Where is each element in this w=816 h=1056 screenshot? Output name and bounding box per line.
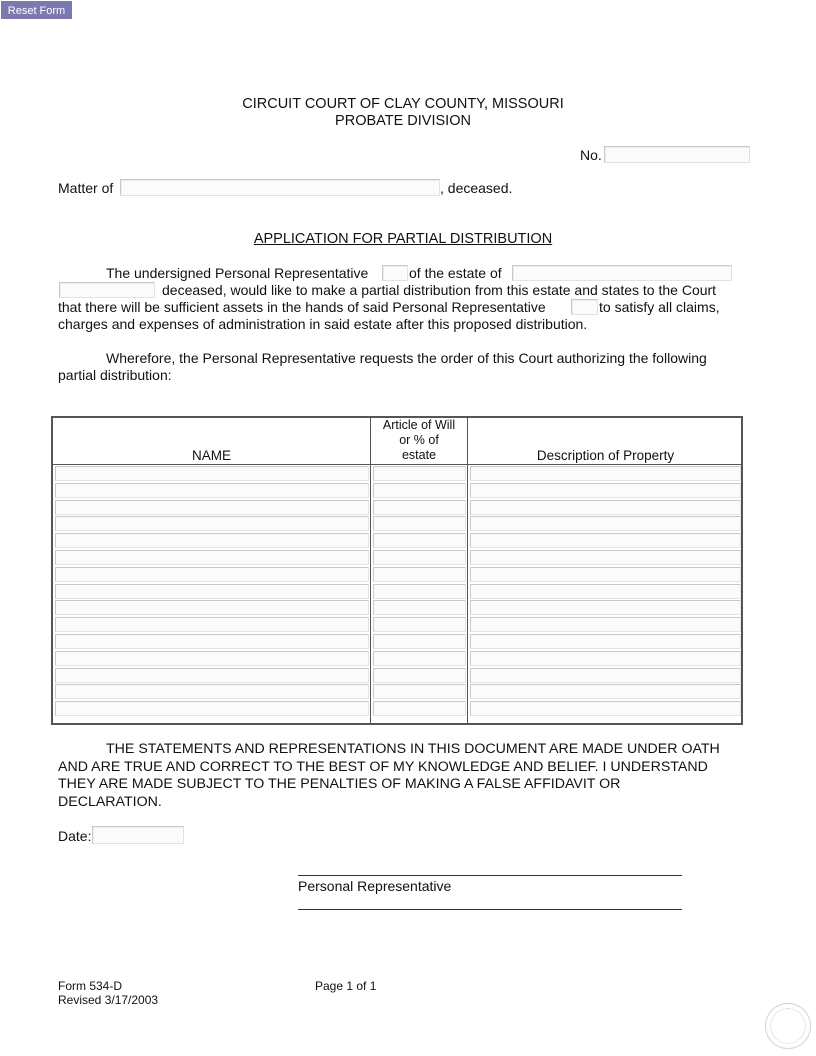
- name-cell[interactable]: [55, 634, 369, 649]
- name-cell[interactable]: [55, 500, 369, 515]
- article-cell[interactable]: [373, 533, 466, 548]
- oath-statement: THE STATEMENTS AND REPRESENTATIONS IN THIS DOCUMENT ARE MADE UNDER OATH AND ARE TRUE AND CORRECT TO THE BEST OF MY KNOWLEDGE AND BELIEF. I UNDERSTAND THEY ARE MADE SUBJECT TO THE PENALTIES OF MAKING A FALSE AFFIDAVIT OR DECLARATION.: [58, 741, 720, 810]
- signature-label: Personal Representative: [298, 878, 452, 894]
- case-number-label: No.: [580, 147, 602, 163]
- description-cell[interactable]: [470, 617, 741, 632]
- name-cell[interactable]: [55, 651, 369, 666]
- article-cell[interactable]: [373, 567, 466, 582]
- name-cell[interactable]: [55, 550, 369, 565]
- court-name: CIRCUIT COURT OF CLAY COUNTY, MISSOURI: [242, 96, 564, 112]
- article-cell[interactable]: [373, 701, 466, 716]
- name-cell[interactable]: [55, 533, 369, 548]
- para1-text-2: of the estate of: [409, 265, 502, 281]
- para1-text-6: charges and expenses of administration in said estate after this proposed distribution.: [58, 316, 588, 332]
- form-number: Form 534-D: [58, 979, 123, 993]
- matter-of-label: Matter of: [58, 180, 114, 196]
- reset-form-button[interactable]: Reset Form: [1, 1, 72, 19]
- document-title: APPLICATION FOR PARTIAL DISTRIBUTION: [253, 231, 553, 247]
- date-label: Date:: [58, 828, 92, 844]
- decedent-name-field-2[interactable]: [59, 282, 155, 298]
- article-cell[interactable]: [373, 668, 466, 683]
- article-cell[interactable]: [373, 466, 466, 481]
- description-cell[interactable]: [470, 533, 741, 548]
- para2-line-1: Wherefore, the Personal Representative requests the order of this Court authorizing the following: [106, 350, 707, 366]
- para1-text-4: that there will be sufficient assets in the hands of said Personal Representative: [58, 299, 546, 315]
- article-cell[interactable]: [373, 684, 466, 699]
- name-cell[interactable]: [55, 701, 369, 716]
- article-cell[interactable]: [373, 483, 466, 498]
- description-cell[interactable]: [470, 634, 741, 649]
- article-cell[interactable]: [373, 634, 466, 649]
- header-description: Description of Property: [536, 448, 675, 463]
- case-number-field[interactable]: [604, 146, 750, 163]
- division-name: PROBATE DIVISION: [335, 113, 471, 129]
- description-cell[interactable]: [470, 500, 741, 515]
- name-cell[interactable]: [55, 584, 369, 599]
- article-cell[interactable]: [373, 600, 466, 615]
- revised-date: Revised 3/17/2003: [58, 993, 159, 1007]
- para2-line-2: partial distribution:: [58, 367, 172, 383]
- name-cell[interactable]: [55, 516, 369, 531]
- article-cell[interactable]: [373, 651, 466, 666]
- estate-name-field[interactable]: [512, 265, 732, 281]
- description-cell[interactable]: [470, 567, 741, 582]
- page-number: Page 1 of 1: [315, 979, 377, 993]
- description-cell[interactable]: [470, 600, 741, 615]
- description-cell[interactable]: [470, 516, 741, 531]
- description-cell[interactable]: [470, 668, 741, 683]
- para1-text-5: to satisfy all claims,: [599, 299, 720, 315]
- article-cell[interactable]: [373, 500, 466, 515]
- article-cell[interactable]: [373, 584, 466, 599]
- para1-text-1: The undersigned Personal Representative: [106, 265, 369, 281]
- article-cell[interactable]: [373, 617, 466, 632]
- signature-line-top: [298, 875, 682, 876]
- name-cell[interactable]: [55, 600, 369, 615]
- name-cell[interactable]: [55, 684, 369, 699]
- date-field[interactable]: [92, 826, 184, 844]
- signature-line-bottom: [298, 909, 682, 910]
- article-cell[interactable]: [373, 550, 466, 565]
- header-article: Article of Will or % of estate: [382, 418, 456, 462]
- description-cell[interactable]: [470, 584, 741, 599]
- description-cell[interactable]: [470, 466, 741, 481]
- deceased-label: , deceased.: [440, 180, 513, 196]
- para1-text-3: deceased, would like to make a partial distribution from this estate and states to the Court: [162, 282, 717, 298]
- distribution-table: [51, 416, 743, 725]
- representative-suffix-field-1[interactable]: [382, 265, 408, 281]
- description-cell[interactable]: [470, 701, 741, 716]
- name-cell[interactable]: [55, 617, 369, 632]
- court-seal-icon: [765, 1003, 811, 1049]
- representative-suffix-field-2[interactable]: [571, 299, 598, 315]
- description-cell[interactable]: [470, 684, 741, 699]
- name-cell[interactable]: [55, 668, 369, 683]
- description-cell[interactable]: [470, 651, 741, 666]
- header-name: NAME: [191, 448, 231, 463]
- description-cell[interactable]: [470, 550, 741, 565]
- name-cell[interactable]: [55, 567, 369, 582]
- decedent-name-field[interactable]: [120, 179, 440, 196]
- name-cell[interactable]: [55, 466, 369, 481]
- description-cell[interactable]: [470, 483, 741, 498]
- name-cell[interactable]: [55, 483, 369, 498]
- article-cell[interactable]: [373, 516, 466, 531]
